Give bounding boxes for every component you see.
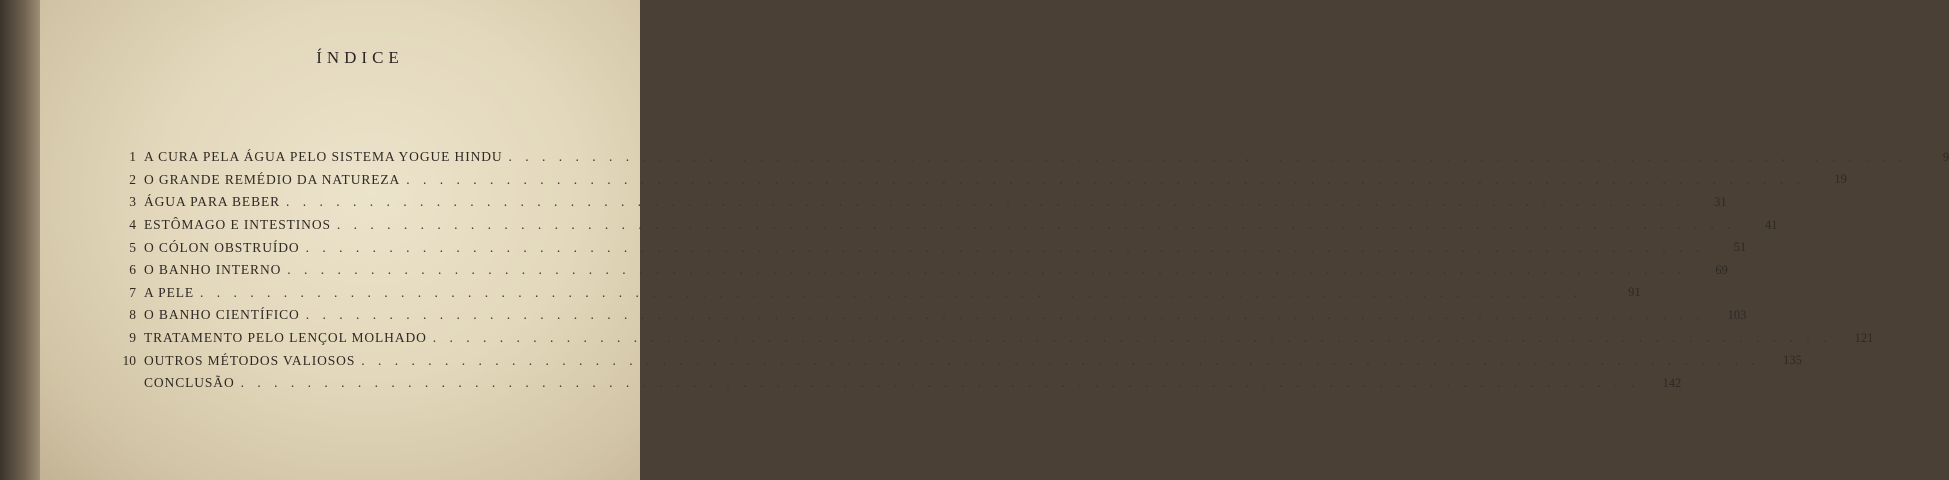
- table-of-contents: [114, 146, 1949, 395]
- page-number: 142: [1662, 375, 1682, 390]
- chapter-number: 2: [129, 171, 136, 187]
- chapter-number: 4: [129, 217, 136, 233]
- chapter-title: ESTÔMAGO E INTESTINOS: [144, 217, 331, 233]
- chapter-title-wrap: [144, 330, 1835, 346]
- chapter-title-wrap: [144, 217, 1740, 233]
- dot-leader: . . . . . . . . . . . . . . . . . . . . . . . . . . . . . . . . . . . . . . . . . . . . . . . . . . . . . . . . . . . . . . . . . . . . . . . . . . . . . . . . . . . .: [286, 194, 1685, 210]
- dot-leader: . . . . . . . . . . . . . . . . . . . . . . . . . . . . . . . . . . . . . . . . . . . . . . . . . . . . . . . . . . . . . . . . . . . . . . . . . . . . . . . . . . . .: [305, 307, 1705, 323]
- chapter-number: 7: [129, 284, 136, 300]
- toc-entry-6: [114, 259, 1728, 282]
- chapter-title: CONCLUSÃO: [144, 375, 235, 391]
- toc-entry-5: [114, 236, 1747, 259]
- toc-entry-9: [114, 327, 1874, 350]
- dot-leader: . . . . . . . . . . . . . . . . . . . . . . . . . . . . . . . . . . . . . . . . . . . . . . . . . . . . . . . . . . . . . . . . . . . . . . . . . . . . . . . . . . . .: [240, 375, 1640, 391]
- chapter-title: ÁGUA PARA BEBER: [144, 194, 281, 210]
- toc-entry-conclusion: [114, 372, 1682, 395]
- chapter-title: O BANHO INTERNO: [144, 262, 282, 278]
- chapter-title-wrap: [144, 375, 1643, 391]
- dot-leader: . . . . . . . . . . . . . . . . . . . . . . . . . . . . . . . . . . . . . . . . . . . . . . . . . . . . . . . . . . . . . . . . . . . . . . . . . . . . . . . . . . . .: [508, 149, 1908, 165]
- chapter-title-wrap: [144, 262, 1690, 278]
- chapter-number: 9: [129, 330, 136, 346]
- chapter-number: 6: [129, 262, 136, 278]
- chapter-title: TRATAMENTO PELO LENÇOL MOLHADO: [144, 330, 427, 346]
- toc-entry-3: [114, 191, 1727, 214]
- book-page: [40, 0, 1949, 480]
- toc-entry-1: [114, 146, 1949, 169]
- chapter-title-wrap: [144, 307, 1708, 323]
- page-number: 41: [1765, 217, 1778, 232]
- dot-leader: . . . . . . . . . . . . . . . . . . . . . . . . . . . . . . . . . . . . . . . . . . . . . . . . . . . . . . . . . . . . . . . . . . . . . . . . . . . . . . . . . . . .: [287, 262, 1686, 278]
- page-title: ÍNDICE: [316, 48, 404, 67]
- page-number: 9: [1942, 149, 1949, 164]
- page-number: 121: [1854, 330, 1874, 345]
- chapter-title-wrap: [144, 172, 1809, 188]
- dot-leader: . . . . . . . . . . . . . . . . . . . . . . . . . . . . . . . . . . . . . . . . . . . . . . . . . . . . . . . . . . . . . . . . . . . . . . . . . . . . . . . . . . . .: [432, 330, 1832, 346]
- chapter-number: 10: [122, 352, 136, 368]
- toc-entry-4: [114, 214, 1778, 237]
- book-spine-shadow: [0, 0, 44, 480]
- page-number: 69: [1715, 262, 1728, 277]
- page-number: 135: [1783, 353, 1802, 368]
- chapter-title: O BANHO CIENTÍFICO: [144, 307, 300, 323]
- dot-leader: . . . . . . . . . . . . . . . . . . . . . . . . . . . . . . . . . . . . . . . . . . . . . . . . . . . . . . . . . . . . . . . . . . . . . . . . . . . . . . . . . . . .: [200, 284, 1599, 300]
- page-number: 19: [1834, 172, 1847, 187]
- chapter-title: OUTROS MÉTODOS VALIOSOS: [144, 352, 356, 368]
- chapter-title-wrap: [144, 285, 1603, 301]
- chapter-title: A CURA PELA ÁGUA PELO SISTEMA YOGUE HINDU: [144, 149, 503, 165]
- dot-leader: . . . . . . . . . . . . . . . . . . . . . . . . . . . . . . . . . . . . . . . . . . . . . . . . . . . . . . . . . . . . . . . . . . . . . . . . . . . . . . . . . . . .: [361, 352, 1760, 368]
- chapter-number: 8: [129, 307, 136, 323]
- chapter-title: O CÓLON OBSTRUÍDO: [144, 239, 300, 255]
- dot-leader: . . . . . . . . . . . . . . . . . . . . . . . . . . . . . . . . . . . . . . . . . . . . . . . . . . . . . . . . . . . . . . . . . . . . . . . . . . . . . . . . . . . .: [336, 217, 1736, 233]
- toc-entry-7: [114, 282, 1641, 305]
- dot-leader: . . . . . . . . . . . . . . . . . . . . . . . . . . . . . . . . . . . . . . . . . . . . . . . . . . . . . . . . . . . . . . . . . . . . . . . . . . . . . . . . . . . .: [406, 171, 1805, 187]
- chapter-title: A PELE: [144, 284, 195, 300]
- page-number: 31: [1714, 194, 1727, 209]
- chapter-title-wrap: [144, 240, 1708, 256]
- toc-entry-8: [114, 304, 1747, 327]
- toc-entry-2: [114, 169, 1847, 192]
- chapter-title: O GRANDE REMÉDIO DA NATUREZA: [144, 171, 401, 187]
- chapter-title-wrap: [144, 194, 1689, 210]
- dot-leader: . . . . . . . . . . . . . . . . . . . . . . . . . . . . . . . . . . . . . . . . . . . . . . . . . . . . . . . . . . . . . . . . . . . . . . . . . . . . . . . . . . . .: [305, 239, 1705, 255]
- page-number: 51: [1733, 240, 1747, 255]
- chapter-title-wrap: [144, 353, 1764, 369]
- page-number: 91: [1628, 285, 1641, 300]
- chapter-title-wrap: [144, 149, 1911, 165]
- chapter-number: 5: [129, 239, 136, 255]
- toc-entry-10: [114, 349, 1802, 372]
- page-number: 103: [1727, 307, 1747, 322]
- chapter-number: 3: [129, 194, 136, 210]
- chapter-number: 1: [129, 149, 136, 165]
